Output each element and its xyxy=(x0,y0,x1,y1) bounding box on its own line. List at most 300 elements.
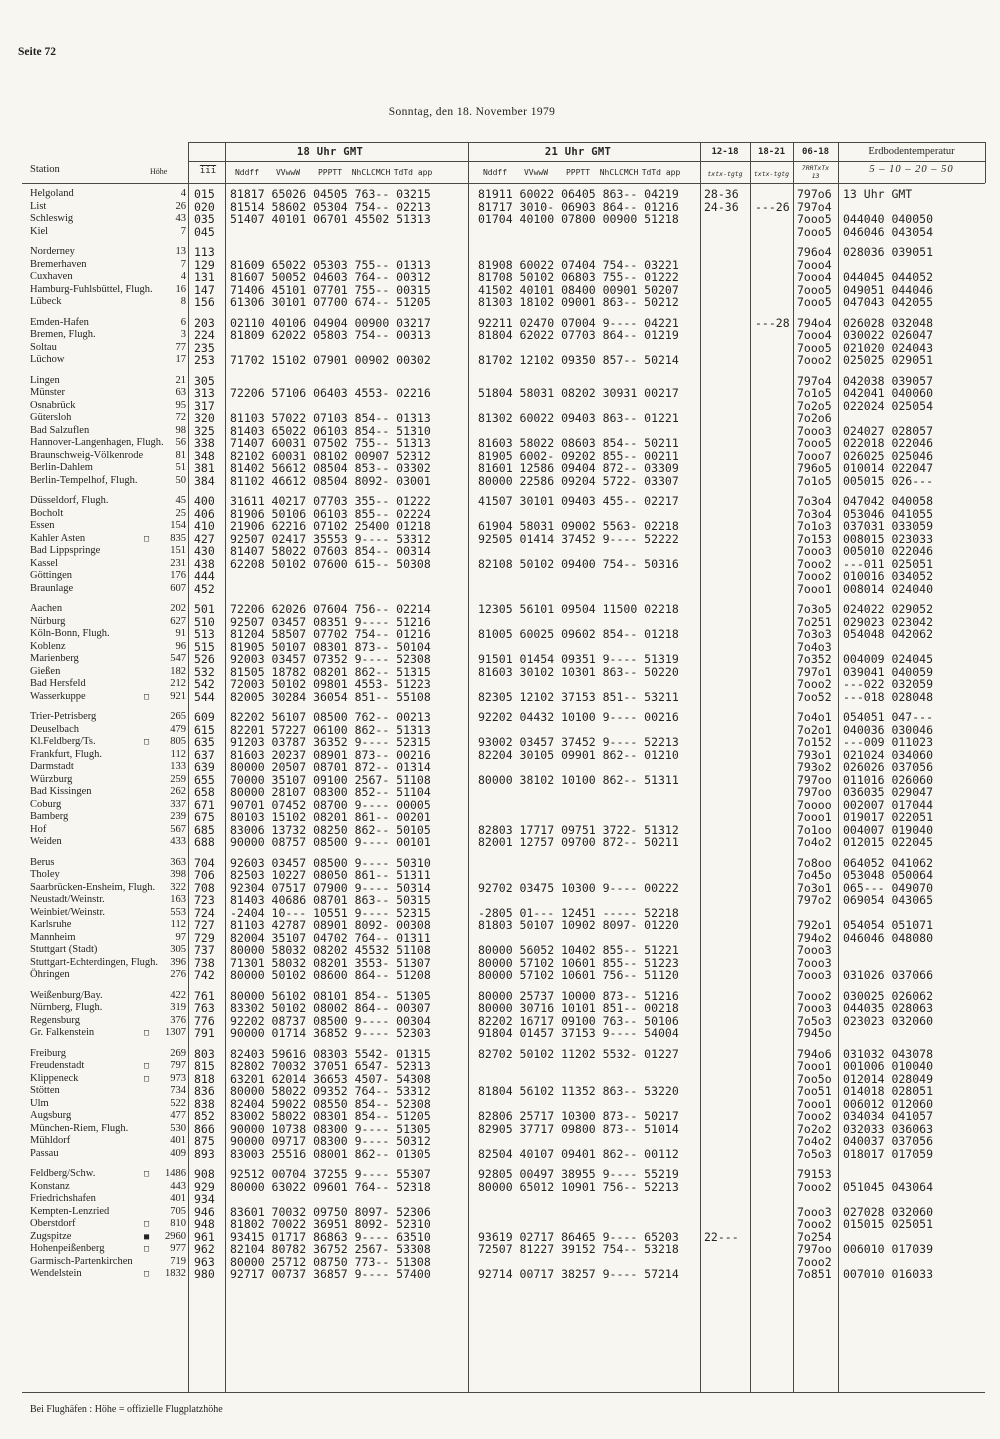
rule-columns-bottom xyxy=(22,183,985,184)
obs-18utc: 80000 58032 08202 45532 51108 xyxy=(230,943,431,957)
station-elevation: 13 xyxy=(175,246,186,257)
obs-21utc: 82504 40107 09401 862-- 00112 xyxy=(478,1146,679,1161)
page-title: Sonntag, den 18. November 1979 xyxy=(388,106,556,118)
precip-06-18: 796o5 xyxy=(797,461,832,475)
station-elevation: 322 xyxy=(170,881,186,893)
obs-21utc: 81603 58022 08603 854-- 50211 xyxy=(478,436,679,450)
soil-temperatures: 001006 010040 xyxy=(843,1059,934,1073)
station-name: Frankfurt, Flugh. xyxy=(30,748,103,760)
precip-06-18: 7o251 xyxy=(797,614,832,629)
station-number: 738 xyxy=(194,955,215,970)
rule-vertical-right xyxy=(985,142,986,183)
station-name: Bamberg xyxy=(30,811,69,822)
obs-18utc: 92717 00737 36857 9---- 57400 xyxy=(230,1267,431,1281)
station-name: Koblenz xyxy=(30,640,66,652)
station-number: 727 xyxy=(194,918,215,932)
soil-temperatures: 029023 023042 xyxy=(843,614,934,629)
precip-06-18: 7oo51 xyxy=(797,1084,832,1098)
station-name: Lübeck xyxy=(30,296,62,307)
station-elevation: 705 xyxy=(170,1205,186,1217)
obs-18utc: 82104 80782 36752 2567- 53308 xyxy=(230,1242,431,1256)
obs-21utc: 81005 60025 09602 854-- 01218 xyxy=(478,627,679,641)
station-name: Soltau xyxy=(30,341,57,353)
station-number: 671 xyxy=(194,797,215,812)
precip-06-18: 7ooo5 xyxy=(797,224,832,239)
soil-temperatures: 018017 017059 xyxy=(843,1146,934,1161)
station-name: Gr. Falkenstein xyxy=(30,1027,95,1038)
mountain-station-symbol: □ xyxy=(144,1269,150,1279)
obs-18utc: 81403 65022 06103 854-- 51310 xyxy=(230,423,431,438)
mountain-station-symbol: □ xyxy=(144,1219,150,1229)
station-name: Stuttgart-Echterdingen, Flugh. xyxy=(30,956,159,968)
obs-21utc: -2805 01--- 12451 ----- 52218 xyxy=(478,905,679,920)
obs-18utc: 63201 62014 36653 4507- 54308 xyxy=(230,1071,431,1086)
temp-12-18: 28-36 xyxy=(704,187,739,201)
station-name: Emden-Hafen xyxy=(30,316,89,328)
precip-06-18: 7ooo2 xyxy=(797,677,832,691)
station-name: Gießen xyxy=(30,665,61,677)
station-number: 384 xyxy=(194,473,215,488)
station-number: 838 xyxy=(194,1096,215,1111)
obs-21utc: 92714 00717 38257 9---- 57214 xyxy=(478,1267,679,1281)
table-row xyxy=(28,1085,988,1098)
precip-06-18: 793o1 xyxy=(797,747,832,762)
station-elevation: 202 xyxy=(170,603,186,614)
station-elevation: 98 xyxy=(175,424,186,436)
obs-21utc: 12305 56101 09504 11500 02218 xyxy=(478,602,679,616)
obs-18utc: 82802 70032 37051 6547- 52313 xyxy=(230,1059,431,1073)
obs-21utc: 82204 30105 09901 862-- 01210 xyxy=(478,747,679,762)
soil-temperatures: 007010 016033 xyxy=(843,1267,934,1281)
station-number: 836 xyxy=(194,1084,215,1098)
precip-06-18: 7ooo3 xyxy=(797,1001,832,1015)
precip-06-18: 796o4 xyxy=(797,245,832,259)
obs-21utc: 80000 30716 10101 851-- 00218 xyxy=(478,1001,679,1015)
soil-temperatures: 053048 050064 xyxy=(843,868,934,882)
soil-temperatures: 026028 032048 xyxy=(843,315,934,330)
station-elevation: 8 xyxy=(180,296,186,307)
station-elevation: 4 xyxy=(180,188,186,199)
obs-18utc: 81403 40686 08701 863-- 50315 xyxy=(230,893,431,907)
header-station: Station xyxy=(30,164,60,175)
table-row xyxy=(28,1110,988,1123)
rule-header-top xyxy=(188,142,985,143)
obs-21utc: 82803 17717 09751 3722- 51312 xyxy=(478,822,679,837)
station-name: Nürburg xyxy=(30,615,66,627)
soil-temperatures: 021024 034060 xyxy=(843,747,934,762)
soil-temperatures: 046046 043054 xyxy=(843,224,934,239)
obs-18utc: 61306 30101 07700 674-- 51205 xyxy=(230,295,431,309)
station-name: Kiel xyxy=(30,225,49,237)
station-elevation: 547 xyxy=(170,653,186,664)
precip-06-18: 7oooo xyxy=(797,797,832,812)
station-name: Bad Salzuflen xyxy=(30,424,90,436)
soil-temperatures: 044045 044052 xyxy=(843,270,934,284)
station-elevation: 16 xyxy=(175,283,186,295)
precip-06-18: 7ooo3 xyxy=(797,1204,832,1219)
obs-18utc: 81204 58507 07702 754-- 01216 xyxy=(230,627,431,641)
precip-06-18: 7ooo5 xyxy=(797,212,832,226)
station-elevation: 112 xyxy=(170,919,186,930)
station-name: Helgoland xyxy=(30,188,74,199)
station-elevation: 973 xyxy=(170,1072,186,1084)
obs-21utc: 80000 56052 10402 855-- 51221 xyxy=(478,943,679,957)
obs-18utc: 90000 01714 36852 9---- 52303 xyxy=(230,1026,431,1040)
station-number: 532 xyxy=(194,664,215,679)
station-name: Göttingen xyxy=(30,570,72,581)
obs-21utc: 82806 25717 10300 873-- 50217 xyxy=(478,1109,679,1123)
obs-18utc: 82404 59022 08550 854-- 52308 xyxy=(230,1096,431,1111)
soil-temperatures: 044035 028063 xyxy=(843,1001,934,1015)
station-number: 544 xyxy=(194,689,215,704)
precip-06-18: 7o851 xyxy=(797,1267,832,1281)
precip-06-18: 7ooo2 xyxy=(797,1217,832,1231)
station-number: 815 xyxy=(194,1059,215,1073)
station-number: 156 xyxy=(194,295,215,309)
station-elevation: 77 xyxy=(175,341,186,353)
station-name: Mühldorf xyxy=(30,1135,71,1146)
obs-18utc: 81407 58022 07603 854-- 00314 xyxy=(230,544,431,558)
obs-21utc: 80000 38102 10100 862-- 51311 xyxy=(478,772,679,787)
precip-06-18: 7o3o5 xyxy=(797,602,832,616)
precip-06-18: 7ooo2 xyxy=(797,569,832,583)
soil-temperatures: 031032 043078 xyxy=(843,1046,934,1061)
station-number: 742 xyxy=(194,968,215,982)
header-col-clouds-21: NhCLCMCH xyxy=(599,168,639,177)
station-name: Berlin-Dahlem xyxy=(30,462,93,473)
soil-temperatures: 022018 022046 xyxy=(843,436,934,450)
soil-temperatures: 025025 029051 xyxy=(843,353,934,367)
obs-18utc: 82202 56107 08500 762-- 00213 xyxy=(230,710,431,724)
obs-18utc: 72206 57106 06403 4553- 02216 xyxy=(230,386,431,400)
station-number: 818 xyxy=(194,1071,215,1086)
obs-18utc: 21906 62216 07102 25400 01218 xyxy=(230,519,431,533)
station-name: Bocholt xyxy=(30,507,64,519)
station-name: Bad Hersfeld xyxy=(30,678,86,689)
station-number: 893 xyxy=(194,1146,215,1161)
obs-18utc: 92003 03457 07352 9---- 52308 xyxy=(230,652,431,666)
obs-18utc: 80000 50102 08600 864-- 51208 xyxy=(230,968,431,982)
station-number: 510 xyxy=(194,614,215,629)
obs-21utc: 82702 50102 11202 5532- 01227 xyxy=(478,1046,679,1061)
table-row xyxy=(28,736,988,749)
soil-temperatures: 044040 040050 xyxy=(843,212,934,226)
station-name: Weiden xyxy=(30,836,62,847)
station-elevation: 1832 xyxy=(165,1268,186,1279)
station-name: Coburg xyxy=(30,798,62,810)
table-row xyxy=(28,329,988,342)
obs-18utc: 92507 02417 35553 9---- 53312 xyxy=(230,531,431,546)
obs-18utc: 71407 60031 07502 755-- 51313 xyxy=(230,436,431,450)
station-elevation: 97 xyxy=(175,931,186,943)
obs-18utc: 81102 46612 08504 8092- 03001 xyxy=(230,473,431,488)
precip-06-18: 7o254 xyxy=(797,1229,832,1244)
station-elevation: 567 xyxy=(170,823,186,835)
table-row xyxy=(28,271,988,284)
station-elevation: 4 xyxy=(180,271,186,282)
table-row xyxy=(28,1268,988,1281)
precip-06-18: 7o4o1 xyxy=(797,710,832,724)
station-name: Stuttgart (Stadt) xyxy=(30,944,98,955)
station-name: Saarbrücken-Ensheim, Flugh. xyxy=(30,881,156,893)
station-number: 655 xyxy=(194,772,215,787)
precip-06-18: 7o1o3 xyxy=(797,519,832,533)
table-row xyxy=(28,1027,988,1040)
soil-temperatures: 042041 040060 xyxy=(843,386,934,400)
precip-06-18: 797o1 xyxy=(797,664,832,679)
station-elevation: 72 xyxy=(175,412,186,423)
station-elevation: 734 xyxy=(170,1085,186,1096)
obs-18utc: 81103 57022 07103 854-- 01313 xyxy=(230,411,431,425)
station-name: Feldberg/Schw. xyxy=(30,1168,96,1179)
obs-21utc: 81702 12102 09350 857-- 50214 xyxy=(478,353,679,367)
obs-18utc: 81802 70022 36951 8092- 52310 xyxy=(230,1217,431,1231)
soil-temperatures: 006010 017039 xyxy=(843,1242,934,1256)
station-name: Öhringen xyxy=(30,969,70,980)
station-name: Karlsruhe xyxy=(30,919,72,930)
station-name: List xyxy=(30,200,47,212)
header-12-18: 12-18 xyxy=(711,147,739,157)
precip-06-18: 7ooo1 xyxy=(797,1096,832,1111)
station-number: 131 xyxy=(194,270,215,284)
station-number: 946 xyxy=(194,1204,215,1219)
mountain-station-symbol: □ xyxy=(144,691,150,702)
station-name: Weißenburg/Bay. xyxy=(30,989,103,1001)
table-row xyxy=(28,894,988,907)
station-name: Braunlage xyxy=(30,582,74,594)
precip-06-18: 794o6 xyxy=(797,1046,832,1061)
rule-header-mid xyxy=(188,161,985,162)
station-name: Köln-Bonn, Flugh. xyxy=(30,628,110,639)
header-col-nddff-18: Nddff xyxy=(234,168,260,177)
station-name: Weinbiet/Weinstr. xyxy=(30,906,106,918)
precip-06-18: 7ooo4 xyxy=(797,328,832,342)
mountain-station-symbol: □ xyxy=(144,533,150,544)
station-number: 224 xyxy=(194,328,215,342)
obs-18utc: 80000 25712 08750 773-- 51308 xyxy=(230,1254,431,1269)
header-hoehe: Höhe xyxy=(150,167,168,176)
station-elevation: 6 xyxy=(180,316,186,328)
soil-temperatures: 040036 030046 xyxy=(843,722,934,737)
station-number: 704 xyxy=(194,855,215,870)
station-name: Hohenpeißenberg xyxy=(30,1243,105,1254)
table-row xyxy=(28,296,988,309)
table-row xyxy=(28,570,988,583)
station-number: 020 xyxy=(194,199,215,214)
station-number: 934 xyxy=(194,1192,215,1206)
precip-06-18: 7ooo3 xyxy=(797,544,832,558)
header-col-tdtd-18: TdTd app xyxy=(393,168,433,177)
table-row xyxy=(28,213,988,226)
precip-06-18: 7o153 xyxy=(797,531,832,546)
soil-temperatures: 069054 043065 xyxy=(843,893,934,907)
obs-18utc: 72206 62026 07604 756-- 02214 xyxy=(230,602,431,616)
obs-21utc: 92202 04432 10100 9---- 00216 xyxy=(478,710,679,724)
obs-21utc: 80000 65012 10901 756-- 52213 xyxy=(478,1179,679,1194)
soil-temperatures: 053046 041055 xyxy=(843,506,934,521)
station-name: Friedrichshafen xyxy=(30,1193,96,1204)
soil-temperatures: 027028 032060 xyxy=(843,1204,934,1219)
station-name: Lingen xyxy=(30,374,60,386)
station-number: 706 xyxy=(194,868,215,882)
soil-temperatures: 024022 029052 xyxy=(843,602,934,616)
station-elevation: 265 xyxy=(170,711,186,722)
station-number: 438 xyxy=(194,556,215,571)
soil-temperatures: 032033 036063 xyxy=(843,1121,934,1136)
station-name: Konstanz xyxy=(30,1180,70,1192)
station-number: 948 xyxy=(194,1217,215,1231)
precip-06-18: 7ooo2 xyxy=(797,1254,832,1269)
station-number: 400 xyxy=(194,494,215,508)
soil-temperatures: 039041 040059 xyxy=(843,664,934,679)
obs-21utc: 81911 60022 06405 863-- 04219 xyxy=(478,187,679,201)
station-name: Lüchow xyxy=(30,354,65,365)
station-elevation: 43 xyxy=(175,213,186,224)
station-elevation: 553 xyxy=(170,906,186,918)
precip-06-18: 797o2 xyxy=(797,893,832,907)
obs-21utc: 61904 58031 09002 5563- 02218 xyxy=(478,519,679,533)
station-number: 427 xyxy=(194,531,215,546)
table-row xyxy=(28,462,988,475)
obs-21utc: 81804 62022 07703 864-- 01219 xyxy=(478,328,679,342)
station-number: 761 xyxy=(194,988,215,1003)
station-number: 129 xyxy=(194,257,215,272)
precip-06-18: 7oo5o xyxy=(797,1071,832,1086)
station-elevation: 479 xyxy=(170,723,186,735)
station-elevation: 797 xyxy=(170,1060,186,1071)
table-row xyxy=(28,1168,988,1181)
obs-18utc: 82503 10227 08050 861-- 51311 xyxy=(230,868,431,882)
obs-21utc: 41502 40101 08400 00901 50207 xyxy=(478,282,679,297)
station-elevation: 262 xyxy=(170,786,186,797)
mountain-station-symbol: □ xyxy=(144,1073,150,1084)
table-row xyxy=(28,226,988,239)
soil-temperatures: 015015 025051 xyxy=(843,1217,934,1231)
station-number: 961 xyxy=(194,1229,215,1244)
table-row xyxy=(28,1148,988,1161)
mountain-station-symbol: □ xyxy=(144,1028,150,1038)
station-elevation: 239 xyxy=(170,811,186,822)
obs-18utc: 31611 40217 07703 355-- 01222 xyxy=(230,494,431,508)
table-row xyxy=(28,246,988,259)
table-row xyxy=(28,691,988,704)
station-number: 980 xyxy=(194,1267,215,1281)
station-number: 113 xyxy=(194,245,215,259)
station-name: Norderney xyxy=(30,246,75,257)
table-row xyxy=(28,1135,988,1148)
station-number: 962 xyxy=(194,1242,215,1256)
station-elevation: 51 xyxy=(175,462,186,473)
station-name: Hof xyxy=(30,823,47,835)
station-name: Wendelstein xyxy=(30,1268,82,1279)
station-elevation: 212 xyxy=(170,678,186,689)
station-elevation: 21 xyxy=(175,374,186,386)
precip-06-18: 7ooo1 xyxy=(797,1059,832,1073)
temp-18-21: ---26 xyxy=(755,199,790,214)
precip-06-18: 7ooo2 xyxy=(797,988,832,1003)
station-name: Regensburg xyxy=(30,1014,80,1026)
station-number: 348 xyxy=(194,448,215,463)
precip-06-18: 7o2o5 xyxy=(797,398,832,413)
station-name: Nürnberg, Flugh. xyxy=(30,1002,103,1013)
station-number: 675 xyxy=(194,810,215,824)
obs-18utc: 80000 58022 09352 764-- 53312 xyxy=(230,1084,431,1098)
station-number: 615 xyxy=(194,722,215,737)
station-name: Zugspitze xyxy=(30,1230,72,1242)
header-06-18: 06-18 xyxy=(801,147,830,157)
station-name: Aachen xyxy=(30,603,63,614)
obs-18utc: 83302 50102 08002 864-- 00307 xyxy=(230,1001,431,1015)
station-name: Tholey xyxy=(30,869,60,880)
station-name: Oberstdorf xyxy=(30,1218,76,1229)
station-name: Bremen, Flugh. xyxy=(30,329,96,340)
station-number: 637 xyxy=(194,747,215,762)
station-number: 325 xyxy=(194,423,215,438)
table-row xyxy=(28,583,988,596)
station-number: 235 xyxy=(194,340,215,355)
soil-temperatures: 031026 037066 xyxy=(843,968,934,982)
obs-18utc: -2404 10--- 10551 9---- 52315 xyxy=(230,905,431,920)
precip-06-18: 7o2o1 xyxy=(797,722,832,737)
station-name: Klippeneck xyxy=(30,1072,79,1084)
station-number: 381 xyxy=(194,461,215,475)
station-number: 866 xyxy=(194,1121,215,1136)
station-name: Bad Kissingen xyxy=(30,786,92,797)
obs-21utc: 81803 50107 10902 8097- 01220 xyxy=(478,918,679,932)
station-elevation: 63 xyxy=(175,387,186,398)
station-number: 045 xyxy=(194,224,215,239)
header-col-ppptt-18: PPPTT xyxy=(317,168,343,177)
station-name: Augsburg xyxy=(30,1110,72,1121)
soil-temperatures: 014018 028051 xyxy=(843,1084,934,1098)
mountain-station-symbol: □ xyxy=(144,1169,150,1179)
obs-21utc: 81302 60022 09403 863-- 01221 xyxy=(478,411,679,425)
soil-temperatures: 010014 022047 xyxy=(843,461,934,475)
table-row xyxy=(28,545,988,558)
soil-temperatures: 047042 040058 xyxy=(843,494,934,508)
station-name: Osnabrück xyxy=(30,399,76,411)
obs-18utc: 80000 63022 09601 764-- 52318 xyxy=(230,1179,431,1194)
station-name: Gütersloh xyxy=(30,412,72,423)
precip-06-18: 7o3o1 xyxy=(797,880,832,895)
station-elevation: 259 xyxy=(170,773,186,785)
precip-06-18: 7o45o xyxy=(797,868,832,882)
station-number: 320 xyxy=(194,411,215,425)
station-number: 729 xyxy=(194,930,215,945)
obs-18utc: 81906 50106 06103 855-- 02224 xyxy=(230,506,431,521)
station-number: 542 xyxy=(194,677,215,691)
temp-18-21: ---28 xyxy=(755,315,790,330)
station-name: Essen xyxy=(30,520,55,531)
soil-temperatures: 13 Uhr GMT xyxy=(843,187,913,201)
station-elevation: 154 xyxy=(170,520,186,531)
soil-temperatures: 005015 026--- xyxy=(843,473,934,488)
obs-18utc: 92202 08737 08500 9---- 00304 xyxy=(230,1013,431,1028)
header-col-vvwww-21: VVwwW xyxy=(523,168,549,177)
obs-21utc: 81908 60022 07404 754-- 03221 xyxy=(478,257,679,272)
soil-temperatures: ---009 011023 xyxy=(843,735,934,749)
station-number: 015 xyxy=(194,187,215,201)
obs-21utc: 01704 40100 07800 00900 51218 xyxy=(478,212,679,226)
station-elevation: 7 xyxy=(180,258,186,270)
station-elevation: 91 xyxy=(175,628,186,639)
precip-06-18: 7o152 xyxy=(797,735,832,749)
station-number: 875 xyxy=(194,1134,215,1148)
station-name: Kl.Feldberg/Ts. xyxy=(30,736,96,747)
subheader-7rrtxtx: 7RRTxTx xyxy=(801,164,830,172)
obs-21utc: 81601 12586 09404 872-- 03309 xyxy=(478,461,679,475)
obs-18utc: 81607 50052 04603 764-- 00312 xyxy=(230,270,431,284)
